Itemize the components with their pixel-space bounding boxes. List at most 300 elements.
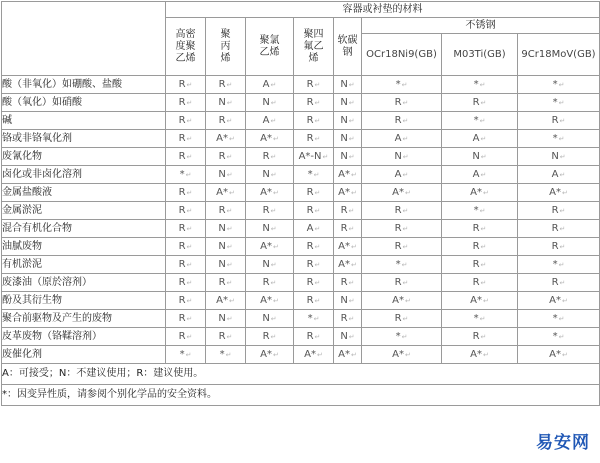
table-row: [2, 310, 600, 328]
row-label: 混合有机化合物: [2, 220, 166, 238]
rating-cell: *↵: [518, 328, 600, 346]
paragraph-mark-icon: ↵: [272, 350, 279, 359]
paragraph-mark-icon: ↵: [186, 242, 193, 251]
rating-cell: *↵: [294, 166, 334, 184]
rating-cell: R↵: [442, 274, 518, 292]
rating-cell: A*↵: [334, 256, 362, 274]
paragraph-mark-icon: ↵: [270, 152, 277, 161]
paragraph-mark-icon: ↵: [482, 350, 489, 359]
paragraph-mark-icon: ↵: [558, 134, 565, 143]
rating-cell: *↵: [362, 76, 442, 94]
rating-cell: *↵: [442, 310, 518, 328]
rating-cell: A*↵: [518, 346, 600, 364]
paragraph-mark-icon: ↵: [314, 206, 321, 215]
paragraph-mark-icon: ↵: [186, 314, 193, 323]
paragraph-mark-icon: ↵: [558, 314, 565, 323]
paragraph-mark-icon: ↵: [402, 278, 409, 287]
paragraph-mark-icon: ↵: [559, 152, 566, 161]
paragraph-mark-icon: ↵: [270, 98, 277, 107]
paragraph-mark-icon: ↵: [559, 224, 566, 233]
rating-cell: R↵: [206, 202, 246, 220]
rating-cell: A*↵: [362, 346, 442, 364]
rating-cell: R↵: [518, 274, 600, 292]
rating-cell: A*-N↵: [294, 148, 334, 166]
paragraph-mark-icon: ↵: [272, 134, 279, 143]
paragraph-mark-icon: ↵: [272, 188, 279, 197]
rating-cell: A*↵: [206, 184, 246, 202]
rating-cell: R↵: [334, 220, 362, 238]
rating-cell: N↵: [334, 112, 362, 130]
paragraph-mark-icon: ↵: [272, 242, 279, 251]
paragraph-mark-icon: ↵: [480, 224, 487, 233]
paragraph-mark-icon: ↵: [350, 260, 357, 269]
rating-cell: R↵: [166, 148, 206, 166]
paragraph-mark-icon: ↵: [314, 278, 321, 287]
table-row: [2, 130, 600, 148]
rating-cell: N↵: [206, 94, 246, 112]
rating-cell: R↵: [166, 238, 206, 256]
paragraph-mark-icon: ↵: [270, 314, 277, 323]
footnote-row: [2, 385, 600, 406]
rating-cell: R↵: [294, 94, 334, 112]
paragraph-mark-icon: ↵: [401, 260, 408, 269]
paragraph-mark-icon: ↵: [348, 278, 355, 287]
rating-cell: *↵: [518, 76, 600, 94]
footnote-row: [2, 364, 600, 385]
paragraph-mark-icon: ↵: [316, 350, 323, 359]
paragraph-mark-icon: ↵: [186, 278, 193, 287]
paragraph-mark-icon: ↵: [561, 350, 568, 359]
rating-cell: R↵: [362, 94, 442, 112]
table-row: [2, 238, 600, 256]
row-label: 金属盐酸液: [2, 184, 166, 202]
rating-cell: R↵: [166, 184, 206, 202]
rating-cell: *↵: [166, 346, 206, 364]
footnote-line1: A：可接受；N：不建议使用；R：建议使用。: [2, 364, 600, 385]
paragraph-mark-icon: ↵: [314, 296, 321, 305]
col-header-ss-9cr18mov: 9Cr18MoV(GB): [518, 34, 600, 76]
rating-cell: A↵: [246, 76, 294, 94]
rating-cell: R↵: [294, 238, 334, 256]
rating-cell: *↵: [362, 328, 442, 346]
paragraph-mark-icon: ↵: [270, 260, 277, 269]
paragraph-mark-icon: ↵: [480, 260, 487, 269]
rating-cell: N↵: [334, 130, 362, 148]
rating-cell: R↵: [294, 292, 334, 310]
rating-cell: R↵: [362, 274, 442, 292]
paragraph-mark-icon: ↵: [402, 206, 409, 215]
rating-cell: *↵: [206, 346, 246, 364]
paragraph-mark-icon: ↵: [314, 80, 321, 89]
rating-cell: R↵: [442, 328, 518, 346]
table-row: [2, 94, 600, 112]
rating-cell: R↵: [206, 328, 246, 346]
rating-cell: *↵: [518, 256, 600, 274]
row-label: 废漆油（原於溶剂）: [2, 274, 166, 292]
paragraph-mark-icon: ↵: [225, 350, 232, 359]
paragraph-mark-icon: ↵: [228, 296, 235, 305]
rating-cell: A↵: [362, 130, 442, 148]
rating-cell: A*↵: [246, 184, 294, 202]
rating-cell: *↵: [518, 310, 600, 328]
rating-cell: R↵: [294, 184, 334, 202]
paragraph-mark-icon: ↵: [348, 332, 355, 341]
rating-cell: A↵: [294, 220, 334, 238]
paragraph-mark-icon: ↵: [348, 98, 355, 107]
rating-cell: R↵: [518, 112, 600, 130]
footnote-line2: *：因变异性质，请参阅个别化学品的安全资料。: [2, 385, 600, 406]
paragraph-mark-icon: ↵: [226, 170, 233, 179]
paragraph-mark-icon: ↵: [348, 224, 355, 233]
paragraph-mark-icon: ↵: [559, 206, 566, 215]
paragraph-mark-icon: ↵: [348, 134, 355, 143]
row-label: 酚及其衍生物: [2, 292, 166, 310]
paragraph-mark-icon: ↵: [314, 332, 321, 341]
paragraph-mark-icon: ↵: [350, 350, 357, 359]
rating-cell: N↵: [206, 238, 246, 256]
rating-cell: A*↵: [246, 238, 294, 256]
paragraph-mark-icon: ↵: [480, 332, 487, 341]
rating-cell: N↵: [206, 310, 246, 328]
rating-cell: R↵: [362, 202, 442, 220]
table-row: [2, 256, 600, 274]
rating-cell: *↵: [518, 130, 600, 148]
rating-cell: A↵: [362, 166, 442, 184]
paragraph-mark-icon: ↵: [558, 80, 565, 89]
rating-cell: N↵: [246, 256, 294, 274]
paragraph-mark-icon: ↵: [348, 116, 355, 125]
row-label: 油腻废物: [2, 238, 166, 256]
rating-cell: N↵: [246, 220, 294, 238]
row-label: 碱: [2, 112, 166, 130]
paragraph-mark-icon: ↵: [479, 116, 486, 125]
paragraph-mark-icon: ↵: [559, 242, 566, 251]
rating-cell: R↵: [206, 112, 246, 130]
paragraph-mark-icon: ↵: [401, 80, 408, 89]
paragraph-mark-icon: ↵: [226, 152, 233, 161]
table-row: [2, 328, 600, 346]
paragraph-mark-icon: ↵: [558, 260, 565, 269]
paragraph-mark-icon: ↵: [226, 224, 233, 233]
table-row: [2, 76, 600, 94]
paragraph-mark-icon: ↵: [226, 116, 233, 125]
paragraph-mark-icon: ↵: [226, 260, 233, 269]
row-label: 皮革废物（铬鞣溶剂）: [2, 328, 166, 346]
paragraph-mark-icon: ↵: [480, 242, 487, 251]
rating-cell: A*↵: [246, 292, 294, 310]
rating-cell: R↵: [518, 238, 600, 256]
paragraph-mark-icon: ↵: [402, 314, 409, 323]
row-label: 酸（氧化）如硝酸: [2, 94, 166, 112]
paragraph-mark-icon: ↵: [404, 188, 411, 197]
rating-cell: R↵: [166, 112, 206, 130]
rating-cell: N↵: [206, 256, 246, 274]
paragraph-mark-icon: ↵: [480, 152, 487, 161]
table-row: [2, 184, 600, 202]
paragraph-mark-icon: ↵: [314, 224, 321, 233]
paragraph-mark-icon: ↵: [313, 314, 320, 323]
rating-cell: R↵: [246, 328, 294, 346]
rating-cell: R↵: [362, 112, 442, 130]
rating-cell: N↵: [334, 148, 362, 166]
rating-cell: *↵: [518, 94, 600, 112]
row-label: 酸（非氧化）如硼酸、盐酸: [2, 76, 166, 94]
paragraph-mark-icon: ↵: [226, 278, 233, 287]
rating-cell: N↵: [334, 292, 362, 310]
paragraph-mark-icon: ↵: [270, 170, 277, 179]
col-header-ptfe: 聚四 氟乙 烯: [294, 18, 334, 76]
rating-cell: N↵: [246, 166, 294, 184]
paragraph-mark-icon: ↵: [186, 260, 193, 269]
rating-cell: A*↵: [334, 238, 362, 256]
rating-cell: R↵: [294, 112, 334, 130]
rating-cell: *↵: [294, 310, 334, 328]
row-label: 废氰化物: [2, 148, 166, 166]
paragraph-mark-icon: ↵: [561, 296, 568, 305]
paragraph-mark-icon: ↵: [482, 188, 489, 197]
col-header-pp: 聚 丙 烯: [206, 18, 246, 76]
paragraph-mark-icon: ↵: [186, 332, 193, 341]
paragraph-mark-icon: ↵: [226, 314, 233, 323]
paragraph-mark-icon: ↵: [185, 170, 192, 179]
table-row: [2, 292, 600, 310]
paragraph-mark-icon: ↵: [186, 152, 193, 161]
paragraph-mark-icon: ↵: [402, 116, 409, 125]
rating-cell: A*↵: [294, 346, 334, 364]
paragraph-mark-icon: ↵: [402, 224, 409, 233]
paragraph-mark-icon: ↵: [314, 98, 321, 107]
rating-cell: R↵: [166, 256, 206, 274]
rating-cell: R↵: [166, 94, 206, 112]
paragraph-mark-icon: ↵: [479, 80, 486, 89]
rating-cell: R↵: [166, 274, 206, 292]
paragraph-mark-icon: ↵: [226, 206, 233, 215]
corner-cell: [2, 2, 166, 76]
rating-cell: N↵: [334, 328, 362, 346]
paragraph-mark-icon: ↵: [350, 242, 357, 251]
paragraph-mark-icon: ↵: [348, 296, 355, 305]
rating-cell: R↵: [166, 328, 206, 346]
rating-cell: A*↵: [334, 346, 362, 364]
paragraph-mark-icon: ↵: [402, 242, 409, 251]
paragraph-mark-icon: ↵: [226, 80, 233, 89]
table-row: [2, 148, 600, 166]
col-header-hdpe: 高密 度聚 乙烯: [166, 18, 206, 76]
rating-cell: N↵: [246, 94, 294, 112]
rating-cell: A*↵: [334, 184, 362, 202]
rating-cell: R↵: [166, 202, 206, 220]
row-label: 卤化或非卤化溶剂: [2, 166, 166, 184]
paragraph-mark-icon: ↵: [559, 278, 566, 287]
paragraph-mark-icon: ↵: [272, 296, 279, 305]
rating-cell: R↵: [246, 148, 294, 166]
paragraph-mark-icon: ↵: [322, 152, 329, 161]
paragraph-mark-icon: ↵: [270, 80, 277, 89]
paragraph-mark-icon: ↵: [348, 206, 355, 215]
paragraph-mark-icon: ↵: [226, 332, 233, 341]
rating-cell: N↵: [206, 166, 246, 184]
paragraph-mark-icon: ↵: [348, 314, 355, 323]
paragraph-mark-icon: ↵: [186, 98, 193, 107]
rating-cell: R↵: [294, 76, 334, 94]
table-row: [2, 166, 600, 184]
paragraph-mark-icon: ↵: [482, 296, 489, 305]
paragraph-mark-icon: ↵: [348, 152, 355, 161]
table-row: [2, 346, 600, 364]
rating-cell: A*↵: [442, 346, 518, 364]
rating-cell: R↵: [442, 220, 518, 238]
rating-cell: N↵: [518, 148, 600, 166]
paragraph-mark-icon: ↵: [350, 188, 357, 197]
rating-cell: R↵: [362, 238, 442, 256]
col-header-mild-steel: 软碳 钢: [334, 18, 362, 76]
paragraph-mark-icon: ↵: [228, 134, 235, 143]
table-row: [2, 274, 600, 292]
rating-cell: R↵: [362, 310, 442, 328]
paragraph-mark-icon: ↵: [314, 134, 321, 143]
rating-cell: R↵: [246, 202, 294, 220]
rating-cell: N↵: [334, 76, 362, 94]
paragraph-mark-icon: ↵: [402, 98, 409, 107]
paragraph-mark-icon: ↵: [314, 242, 321, 251]
rating-cell: R↵: [166, 310, 206, 328]
rating-cell: R↵: [334, 310, 362, 328]
paragraph-mark-icon: ↵: [479, 206, 486, 215]
rating-cell: R↵: [518, 220, 600, 238]
paragraph-mark-icon: ↵: [402, 152, 409, 161]
rating-cell: R↵: [334, 274, 362, 292]
rating-cell: A*↵: [362, 292, 442, 310]
rating-cell: R↵: [166, 76, 206, 94]
paragraph-mark-icon: ↵: [558, 98, 565, 107]
paragraph-mark-icon: ↵: [270, 116, 277, 125]
rating-cell: N↵: [206, 220, 246, 238]
rating-cell: R↵: [206, 76, 246, 94]
paragraph-mark-icon: ↵: [561, 188, 568, 197]
rating-cell: R↵: [206, 274, 246, 292]
paragraph-mark-icon: ↵: [314, 116, 321, 125]
rating-cell: R↵: [294, 328, 334, 346]
rating-cell: R↵: [166, 130, 206, 148]
paragraph-mark-icon: ↵: [404, 296, 411, 305]
paragraph-mark-icon: ↵: [186, 224, 193, 233]
paragraph-mark-icon: ↵: [558, 332, 565, 341]
rating-cell: *↵: [362, 256, 442, 274]
paragraph-mark-icon: ↵: [314, 188, 321, 197]
row-label: 有机淤泥: [2, 256, 166, 274]
paragraph-mark-icon: ↵: [186, 80, 193, 89]
rating-cell: R↵: [246, 274, 294, 292]
rating-cell: A↵: [246, 112, 294, 130]
rating-cell: A*↵: [206, 130, 246, 148]
paragraph-mark-icon: ↵: [185, 350, 192, 359]
col-header-ss-m03ti: M03Ti(GB): [442, 34, 518, 76]
rating-cell: R↵: [442, 238, 518, 256]
paragraph-mark-icon: ↵: [186, 206, 193, 215]
rating-cell: R↵: [206, 148, 246, 166]
paragraph-mark-icon: ↵: [270, 206, 277, 215]
paragraph-mark-icon: ↵: [402, 134, 409, 143]
rating-cell: N↵: [362, 148, 442, 166]
paragraph-mark-icon: ↵: [270, 278, 277, 287]
paragraph-mark-icon: ↵: [313, 170, 320, 179]
rating-cell: R↵: [294, 130, 334, 148]
rating-cell: A*↵: [362, 184, 442, 202]
paragraph-mark-icon: ↵: [480, 134, 487, 143]
rating-cell: R↵: [166, 220, 206, 238]
rating-cell: A*↵: [442, 292, 518, 310]
rating-cell: *↵: [442, 202, 518, 220]
rating-cell: R↵: [518, 202, 600, 220]
paragraph-mark-icon: ↵: [270, 224, 277, 233]
paragraph-mark-icon: ↵: [186, 116, 193, 125]
paragraph-mark-icon: ↵: [350, 170, 357, 179]
rating-cell: A*↵: [518, 292, 600, 310]
paragraph-mark-icon: ↵: [559, 116, 566, 125]
rating-cell: A*↵: [442, 184, 518, 202]
row-label: 废催化剂: [2, 346, 166, 364]
paragraph-mark-icon: ↵: [186, 296, 193, 305]
rating-cell: R↵: [294, 274, 334, 292]
rating-cell: A*↵: [334, 166, 362, 184]
rating-cell: A*↵: [206, 292, 246, 310]
compatibility-table: [1, 1, 600, 406]
row-label: 铬或非铬氧化剂: [2, 130, 166, 148]
paragraph-mark-icon: ↵: [226, 98, 233, 107]
rating-cell: R↵: [334, 202, 362, 220]
table-row: [2, 202, 600, 220]
rating-cell: R↵: [294, 202, 334, 220]
paragraph-mark-icon: ↵: [479, 314, 486, 323]
paragraph-mark-icon: ↵: [226, 242, 233, 251]
paragraph-mark-icon: ↵: [186, 188, 193, 197]
rating-cell: R↵: [362, 220, 442, 238]
table-row: [2, 220, 600, 238]
paragraph-mark-icon: ↵: [480, 170, 487, 179]
paragraph-mark-icon: ↵: [402, 170, 409, 179]
rating-cell: A*↵: [246, 346, 294, 364]
rating-cell: *↵: [442, 112, 518, 130]
paragraph-mark-icon: ↵: [559, 170, 566, 179]
paragraph-mark-icon: ↵: [348, 80, 355, 89]
table-row: [2, 112, 600, 130]
rating-cell: N↵: [442, 148, 518, 166]
brand-logo: 易安网: [536, 433, 590, 453]
paragraph-mark-icon: ↵: [186, 134, 193, 143]
paragraph-mark-icon: ↵: [480, 98, 487, 107]
rating-cell: R↵: [294, 256, 334, 274]
rating-cell: A*↵: [518, 184, 600, 202]
paragraph-mark-icon: ↵: [401, 332, 408, 341]
material-group-header: 容器或衬垫的材料: [166, 2, 600, 18]
col-header-pvc: 聚氯 乙烯: [246, 18, 294, 76]
paragraph-mark-icon: ↵: [314, 260, 321, 269]
col-header-ss-0cr18ni9: OCr18Ni9(GB): [362, 34, 442, 76]
paragraph-mark-icon: ↵: [480, 278, 487, 287]
rating-cell: N↵: [334, 94, 362, 112]
paragraph-mark-icon: ↵: [228, 188, 235, 197]
rating-cell: N↵: [246, 310, 294, 328]
rating-cell: R↵: [166, 292, 206, 310]
rating-cell: A↵: [442, 130, 518, 148]
rating-cell: A↵: [442, 166, 518, 184]
rating-cell: A*↵: [246, 130, 294, 148]
row-label: 聚合前驱物及产生的废物: [2, 310, 166, 328]
paragraph-mark-icon: ↵: [270, 332, 277, 341]
rating-cell: R↵: [442, 256, 518, 274]
stainless-steel-header: 不锈钢: [362, 18, 600, 34]
rating-cell: R↵: [442, 94, 518, 112]
